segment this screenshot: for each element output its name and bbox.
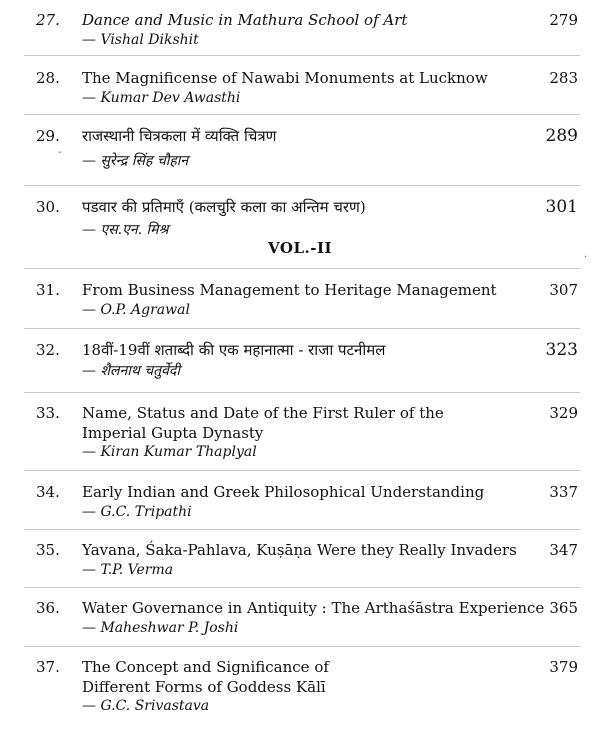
entry-page-number: 323	[545, 340, 578, 360]
entry-number: 33.	[36, 404, 60, 422]
entry-page-number: 365	[549, 599, 578, 617]
entry-divider	[24, 268, 580, 269]
entry-title-line: Yavana, Śaka-Pahlava, Kuṣāṇa Were they Really Invaders	[82, 541, 517, 559]
entry-page-number: 279	[549, 11, 578, 29]
entry-divider	[24, 529, 580, 530]
entry-title-line: 18वीं-19वीं शताब्दी की एक महानात्मा - राजा पटनीमल	[82, 341, 386, 359]
entry-author: — G.C. Tripathi	[82, 504, 192, 520]
entry-title-line: Imperial Gupta Dynasty	[82, 424, 264, 442]
entry-author: — Maheshwar P. Joshi	[82, 620, 239, 636]
entry-title-line: पडवार की प्रतिमाएँ (कलचुरि कला का अन्तिम चरण)	[82, 198, 366, 216]
entry-author: — एस.एन. मिश्र	[82, 222, 169, 238]
entry-number: 37.	[36, 658, 60, 676]
entry-divider	[24, 114, 580, 115]
entry-number: 32.	[36, 341, 60, 359]
entry-author: — Kumar Dev Awasthi	[82, 90, 241, 106]
entry-title	[82, 482, 542, 502]
entry-title	[82, 657, 542, 697]
entry-page-number: 283	[549, 69, 578, 87]
entry-page-number: 337	[549, 483, 578, 501]
entry-page-number: 301	[545, 197, 578, 217]
entry-title	[82, 68, 542, 88]
entry-divider	[24, 470, 580, 471]
entry-author: — Kiran Kumar Thaplyal	[82, 444, 257, 460]
entry-title	[82, 126, 542, 146]
entry-number: 28.	[36, 69, 60, 87]
volume-heading: VOL.-II	[268, 239, 332, 257]
entry-title-line: From Business Management to Heritage Management	[82, 281, 497, 299]
entry-title-line: Different Forms of Goddess Kālī	[82, 678, 326, 696]
print-speck: -	[58, 147, 62, 158]
entry-divider	[24, 587, 580, 588]
entry-title-line: The Concept and Significance of	[82, 658, 329, 676]
entry-title	[82, 598, 545, 618]
entry-author: — T.P. Verma	[82, 562, 174, 578]
entry-title-line: Name, Status and Date of the First Ruler of the	[82, 404, 444, 422]
entry-page-number: 329	[549, 404, 578, 422]
entry-number: 36.	[36, 599, 60, 617]
entry-title	[82, 280, 542, 300]
entry-page-number: 289	[545, 126, 578, 146]
entry-title	[82, 403, 542, 443]
entry-page-number: 307	[549, 281, 578, 299]
entry-number: 27.	[36, 11, 60, 29]
entry-title-line: Water Governance in Antiquity : The Arthaśāstra Experience	[82, 599, 545, 617]
entry-title	[82, 340, 542, 360]
entry-page-number: 379	[549, 658, 578, 676]
entry-number: 31.	[36, 281, 60, 299]
entry-title	[82, 10, 542, 30]
entry-author: — शैलनाथ चतुर्वेदी	[82, 363, 180, 379]
entry-divider	[24, 646, 580, 647]
entry-author: — G.C. Srivastava	[82, 698, 210, 714]
entry-title	[82, 540, 542, 560]
entry-title-line: राजस्थानी चित्रकला में व्यक्ति चित्रण	[82, 127, 277, 145]
entry-number: 30.	[36, 198, 60, 216]
entry-title-line: Dance and Music in Mathura School of Art	[82, 11, 408, 29]
entry-divider	[24, 55, 580, 56]
entry-number: 34.	[36, 483, 60, 501]
entry-author: — O.P. Agrawal	[82, 302, 190, 318]
entry-author: — सुरेन्द्र सिंह चौहान	[82, 153, 189, 169]
entry-page-number: 347	[549, 541, 578, 559]
entry-number: 35.	[36, 541, 60, 559]
entry-divider	[24, 328, 580, 329]
entry-title-line: The Magnificense of Nawabi Monuments at Lucknow	[82, 69, 488, 87]
entry-title-line: Early Indian and Greek Philosophical Understanding	[82, 483, 485, 501]
entry-divider	[24, 392, 580, 393]
entry-title	[82, 197, 542, 217]
print-speck: ·	[584, 252, 588, 263]
entry-divider	[24, 185, 580, 186]
entry-author: — Vishal Dikshit	[82, 32, 199, 48]
entry-number: 29.	[36, 127, 60, 145]
